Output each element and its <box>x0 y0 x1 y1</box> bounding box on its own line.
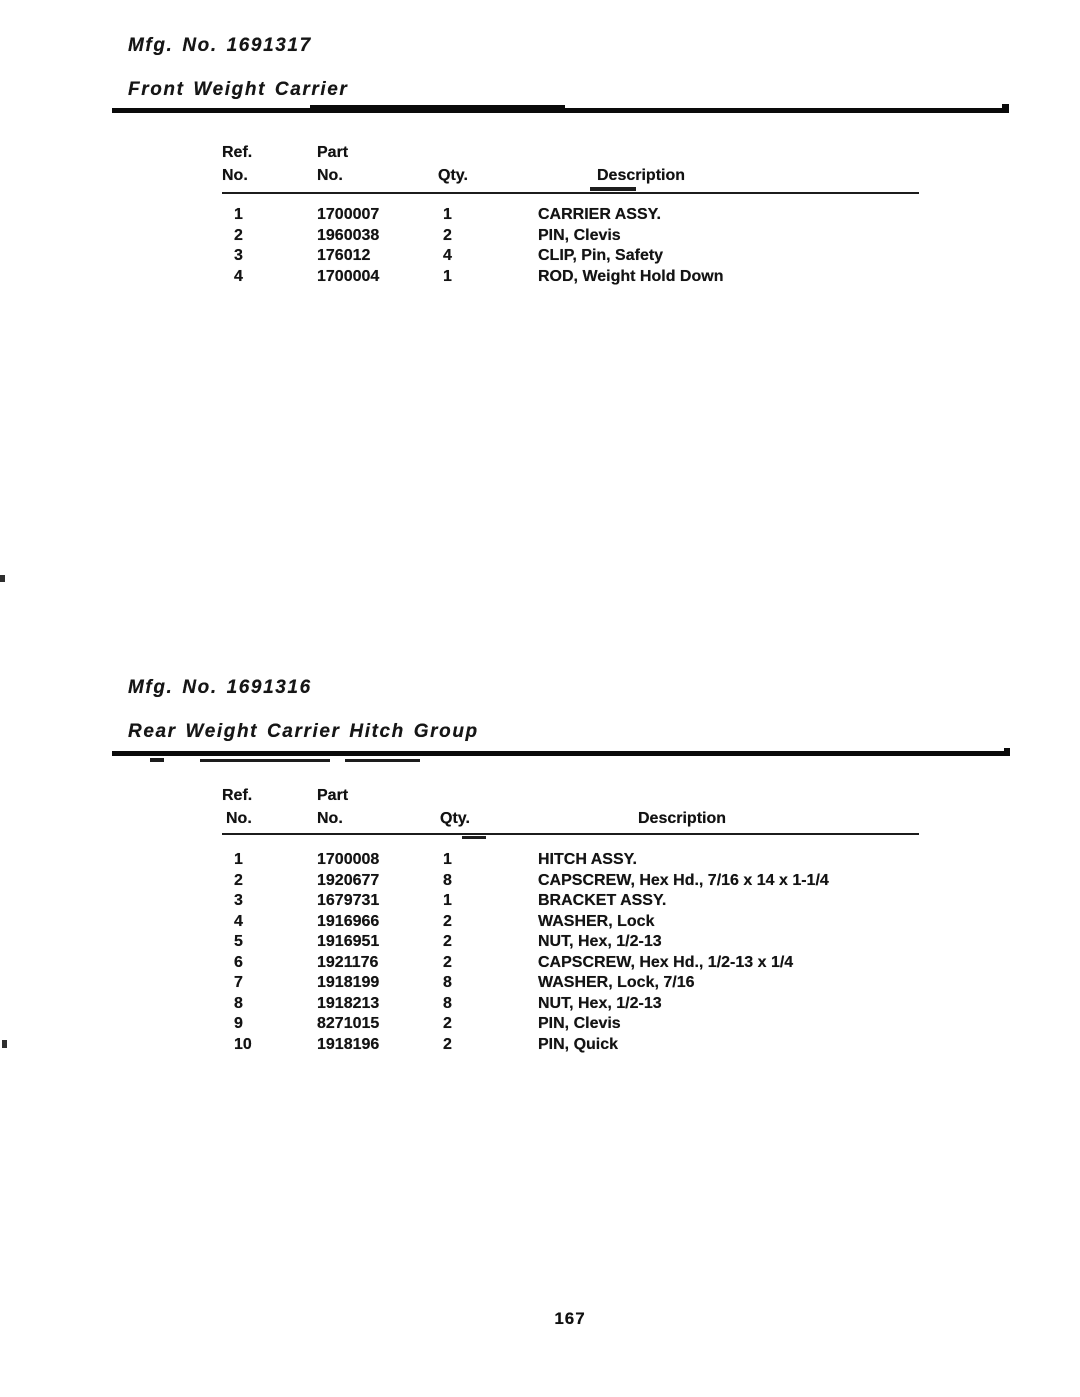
table-row <box>222 953 922 974</box>
scan-artifact <box>200 759 330 762</box>
qty-cell: 2 <box>443 953 452 971</box>
part-no-cell: 1916951 <box>317 933 380 950</box>
qty-cell: 1 <box>443 206 452 223</box>
description-cell: PIN, Clevis <box>538 226 621 244</box>
mfg-number-1: Mfg. No. 1691317 <box>128 35 312 56</box>
scan-artifact <box>1002 104 1009 112</box>
ref-no-cell: 10 <box>234 1035 252 1053</box>
ref-no-cell: 4 <box>234 912 243 930</box>
table-header-underline-2 <box>222 833 919 835</box>
part-no-cell: 176012 <box>317 247 371 264</box>
qty-cell: 1 <box>443 267 452 285</box>
qty-cell: 2 <box>443 1015 452 1032</box>
table-row <box>222 871 922 892</box>
table-row <box>222 912 922 933</box>
col-header-part-line1: Part <box>317 144 349 161</box>
description-cell: ROD, Weight Hold Down <box>538 267 724 285</box>
parts-table-1 <box>222 205 922 287</box>
part-no-cell: 1921176 <box>317 953 379 971</box>
ref-no-cell: 6 <box>234 953 243 971</box>
table-row <box>222 1014 922 1035</box>
table-row <box>222 850 922 871</box>
description-cell: CLIP, Pin, Safety <box>538 247 664 264</box>
col-header-ref-line2: No. <box>222 167 248 184</box>
col-header-part-line2: No. <box>317 810 343 827</box>
description-cell: PIN, Clevis <box>538 1015 621 1032</box>
part-no-cell: 1700007 <box>317 206 380 223</box>
table-row <box>222 1035 922 1056</box>
scan-artifact <box>345 759 420 762</box>
qty-cell: 2 <box>443 933 452 950</box>
ref-no-cell: 7 <box>234 974 243 991</box>
table-row <box>222 205 922 226</box>
qty-cell: 2 <box>443 912 452 930</box>
ref-no-cell: 3 <box>234 892 243 909</box>
qty-cell: 4 <box>443 247 452 264</box>
description-cell: NUT, Hex, 1/2-13 <box>538 994 662 1012</box>
qty-cell: 8 <box>443 871 452 889</box>
scan-artifact <box>150 758 164 762</box>
part-no-cell: 1679731 <box>317 892 380 909</box>
part-no-cell: 1960038 <box>317 226 380 244</box>
table-row <box>222 267 922 288</box>
description-cell: CARRIER ASSY. <box>538 206 661 223</box>
table-row <box>222 891 922 912</box>
section-rule-2 <box>112 751 1009 756</box>
qty-cell: 8 <box>443 974 452 991</box>
scan-artifact <box>310 105 565 108</box>
col-header-ref-line1: Ref. <box>222 787 253 804</box>
section-title-1: Front Weight Carrier <box>128 79 349 100</box>
ref-no-cell: 1 <box>234 851 243 868</box>
scan-artifact <box>1004 748 1010 756</box>
table-row <box>222 226 922 247</box>
table-row <box>222 994 922 1015</box>
qty-cell: 1 <box>443 851 452 868</box>
col-header-ref-line2: No. <box>226 810 252 827</box>
col-header-part-line1: Part <box>317 787 349 804</box>
part-no-cell: 1918196 <box>317 1035 380 1053</box>
description-cell: WASHER, Lock <box>538 912 655 930</box>
parts-table-2 <box>222 850 922 1055</box>
part-no-cell: 1918213 <box>317 994 380 1012</box>
scan-artifact <box>462 836 486 839</box>
ref-no-cell: 4 <box>234 267 243 285</box>
qty-cell: 2 <box>443 1035 452 1053</box>
qty-cell: 1 <box>443 892 452 909</box>
ref-no-cell: 5 <box>234 933 243 950</box>
description-cell: CAPSCREW, Hex Hd., 7/16 x 14 x 1-1/4 <box>538 871 829 889</box>
ref-no-cell: 8 <box>234 994 243 1012</box>
col-header-qty: Qty. <box>440 810 470 827</box>
ref-no-cell: 1 <box>234 206 243 223</box>
mfg-number-2: Mfg. No. 1691316 <box>128 677 312 698</box>
table-row <box>222 973 922 994</box>
scan-artifact <box>590 187 636 191</box>
description-cell: WASHER, Lock, 7/16 <box>538 974 695 991</box>
col-header-description: Description <box>638 810 727 827</box>
table-row <box>222 246 922 267</box>
qty-cell: 2 <box>443 226 452 244</box>
scan-artifact <box>0 575 5 582</box>
ref-no-cell: 2 <box>234 871 243 889</box>
table-row <box>222 932 922 953</box>
ref-no-cell: 9 <box>234 1015 243 1032</box>
qty-cell: 8 <box>443 994 452 1012</box>
scan-artifact <box>2 1040 7 1048</box>
col-header-ref-line1: Ref. <box>222 144 253 161</box>
col-header-description: Description <box>597 167 686 184</box>
part-no-cell: 1918199 <box>317 974 380 991</box>
ref-no-cell: 2 <box>234 226 243 244</box>
section-title-2: Rear Weight Carrier Hitch Group <box>128 721 479 742</box>
part-no-cell: 1700008 <box>317 851 380 868</box>
page-number: 167 <box>554 1309 586 1328</box>
ref-no-cell: 3 <box>234 247 243 264</box>
col-header-qty: Qty. <box>438 167 468 184</box>
description-cell: PIN, Quick <box>538 1035 619 1053</box>
part-no-cell: 1916966 <box>317 912 380 930</box>
table-header-underline-1 <box>222 192 919 194</box>
description-cell: HITCH ASSY. <box>538 851 637 868</box>
col-header-part-line2: No. <box>317 167 343 184</box>
section-rule-1 <box>112 108 1009 113</box>
part-no-cell: 8271015 <box>317 1015 380 1032</box>
description-cell: BRACKET ASSY. <box>538 892 667 909</box>
part-no-cell: 1920677 <box>317 871 380 889</box>
part-no-cell: 1700004 <box>317 267 380 285</box>
description-cell: CAPSCREW, Hex Hd., 1/2-13 x 1/4 <box>538 953 794 971</box>
description-cell: NUT, Hex, 1/2-13 <box>538 933 662 950</box>
